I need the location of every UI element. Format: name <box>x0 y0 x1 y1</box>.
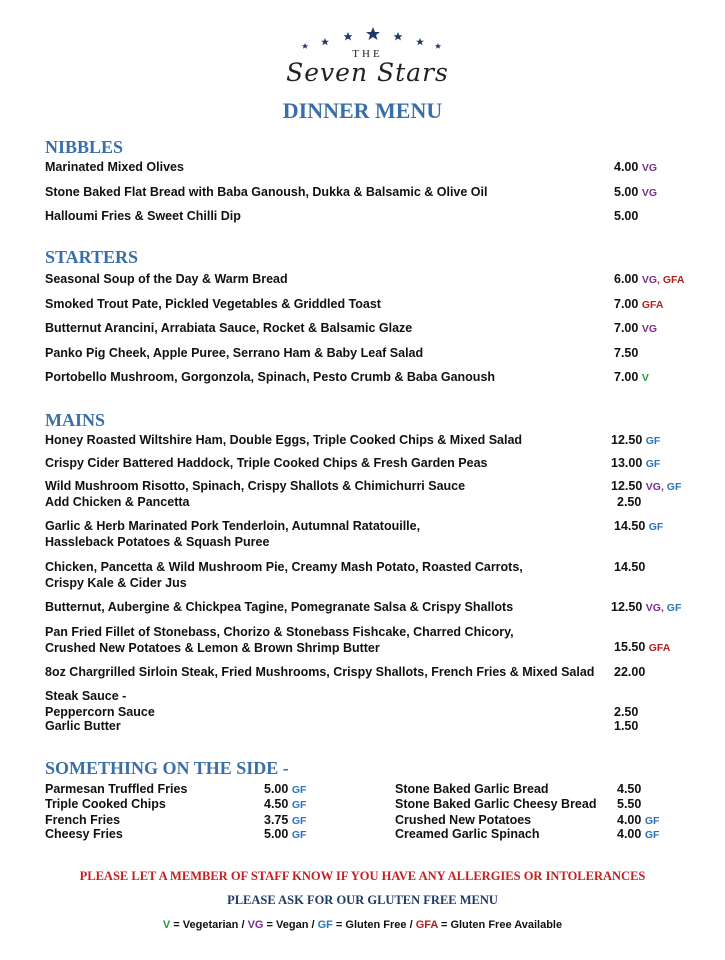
side-price: 4.00 GF <box>617 827 660 841</box>
diet-tag: GF <box>644 829 660 841</box>
menu-item-price: 13.00 GF <box>611 456 661 470</box>
diet-tag: VG <box>641 162 657 174</box>
menu-item-price: 14.50 <box>614 560 646 574</box>
menu-item: Honey Roasted Wiltshire Ham, Double Eggs, Triple Cooked Chips & Mixed Salad <box>45 433 523 447</box>
page-title: DINNER MENU <box>282 98 443 123</box>
menu-item: Chicken, Pancetta & Wild Mushroom Pie, Creamy Mash Potato, Roasted Carrots, <box>45 560 523 574</box>
seven-stars-logo <box>270 26 465 86</box>
menu-item: Marinated Mixed Olives <box>45 160 184 174</box>
side-price: 4.50 <box>617 782 642 796</box>
legend-gfa: GFA <box>415 919 438 931</box>
legend-v-text: = Vegetarian / <box>170 919 248 931</box>
diet-tag: GF <box>644 815 660 827</box>
menu-item: Garlic & Herb Marinated Pork Tenderloin, Autumnal Ratatouille, <box>45 519 421 533</box>
sauce-price: 1.50 <box>614 719 639 733</box>
diet-tag: GF <box>666 481 682 493</box>
menu-item: Panko Pig Cheek, Apple Puree, Serrano Ham & Baby Leaf Salad <box>45 346 424 360</box>
diet-tag: GFA <box>662 274 685 286</box>
legend-gf-text: = Gluten Free / <box>332 919 416 931</box>
menu-item: Seasonal Soup of the Day & Warm Bread <box>45 272 288 286</box>
side-price: 3.75 GF <box>264 813 307 827</box>
diet-tag: GF <box>291 799 307 811</box>
menu-item: Pan Fried Fillet of Stonebass, Chorizo & Stonebass Fishcake, Charred Chicory, <box>45 625 514 639</box>
legend-gfa-text: = Gluten Free Available <box>437 919 563 931</box>
section-heading-nibbles: NIBBLES <box>45 137 124 157</box>
diet-tag: GF <box>648 521 664 533</box>
diet-tag: VG <box>645 481 661 493</box>
side-item: Stone Baked Garlic Cheesy Bread <box>395 797 597 811</box>
diet-tag: VG <box>641 274 657 286</box>
side-item: Creamed Garlic Spinach <box>395 827 540 841</box>
legend-v: V <box>162 919 171 931</box>
menu-item-line2: Crushed New Potatoes & Lemon & Brown Shrimp Butter <box>45 641 380 655</box>
menu-item: Halloumi Fries & Sweet Chilli Dip <box>45 209 241 223</box>
menu-item-price: 14.50 GF <box>614 519 664 533</box>
sauce-item: Peppercorn Sauce <box>45 705 155 719</box>
menu-item: Butternut Arancini, Arrabiata Sauce, Rocket & Balsamic Glaze <box>45 321 413 335</box>
stars-icon <box>270 26 465 50</box>
menu-item: Smoked Trout Pate, Pickled Vegetables & Griddled Toast <box>45 297 381 311</box>
legend-vg-text: = Vegan / <box>263 919 318 931</box>
section-heading-starters: STARTERS <box>45 247 139 267</box>
diet-tag: GF <box>291 815 307 827</box>
menu-item-line2: Crispy Kale & Cider Jus <box>45 576 187 590</box>
menu-item: Butternut, Aubergine & Chickpea Tagine, Pomegranate Salsa & Crispy Shallots <box>45 600 514 614</box>
side-price: 5.00 GF <box>264 782 307 796</box>
menu-item-price: 15.50 GFA <box>614 640 671 654</box>
menu-item: 8oz Chargrilled Sirloin Steak, Fried Mushrooms, Crispy Shallots, French Fries & Mixed Salad <box>45 665 595 679</box>
diet-tag: V <box>641 372 649 384</box>
diet-tag: VG <box>641 323 657 335</box>
menu-item-line2: Hassleback Potatoes & Squash Puree <box>45 535 270 549</box>
diet-tag: GF <box>666 602 682 614</box>
side-price: 4.00 GF <box>617 813 660 827</box>
diet-legend <box>0 919 725 931</box>
sauce-heading: Steak Sauce - <box>45 689 127 703</box>
menu-item-price: 7.00 GFA <box>614 297 664 311</box>
diet-tag: GF <box>291 829 307 841</box>
side-item: Parmesan Truffled Fries <box>45 782 188 796</box>
menu-item-price: 7.00 VG <box>614 321 657 335</box>
diet-tag: VG <box>641 187 657 199</box>
diet-tag: GF <box>291 784 307 796</box>
section-heading-sides: SOMETHING ON THE SIDE - <box>45 758 289 778</box>
side-item: Triple Cooked Chips <box>45 797 166 811</box>
side-item: Crushed New Potatoes <box>395 813 532 827</box>
menu-item-price: 6.00 VG, GFA <box>614 272 685 286</box>
side-item: Cheesy Fries <box>45 827 123 841</box>
menu-item-price: 4.00 VG <box>614 160 657 174</box>
menu-item-price: 22.00 <box>614 665 646 679</box>
legend-vg: VG <box>247 919 264 931</box>
side-price: 5.50 <box>617 797 642 811</box>
diet-tag: GFA <box>641 299 664 311</box>
tag-separator: , <box>660 602 667 614</box>
menu-item-price: 7.00 V <box>614 370 649 384</box>
allergy-notice: PLEASE LET A MEMBER OF STAFF KNOW IF YOU HAVE ANY ALLERGIES OR INTOLERANCES <box>79 869 646 883</box>
tag-separator: , <box>657 274 663 286</box>
side-price: 4.50 GF <box>264 797 307 811</box>
legend-gf: GF <box>317 919 333 931</box>
sauce-price: 2.50 <box>614 705 639 719</box>
menu-item-price: 7.50 <box>614 346 639 360</box>
menu-item-price: 5.00 <box>614 209 639 223</box>
gluten-free-notice: PLEASE ASK FOR OUR GLUTEN FREE MENU <box>227 893 498 907</box>
menu-item-price: 2.50 <box>617 495 642 509</box>
diet-tag: GF <box>645 435 661 447</box>
menu-item: Stone Baked Flat Bread with Baba Ganoush, Dukka & Balsamic & Olive Oil <box>45 185 488 199</box>
sauce-item: Garlic Butter <box>45 719 121 733</box>
diet-tag: VG <box>645 602 661 614</box>
menu-item: Crispy Cider Battered Haddock, Triple Cooked Chips & Fresh Garden Peas <box>45 456 488 470</box>
menu-item: Portobello Mushroom, Gorgonzola, Spinach, Pesto Crumb & Baba Ganoush <box>45 370 496 384</box>
menu-item-price: 12.50 VG, GF <box>611 600 682 614</box>
logo-name: Seven Stars <box>286 58 449 87</box>
menu-item: Add Chicken & Pancetta <box>45 495 190 509</box>
diet-tag: GF <box>645 458 661 470</box>
logo-the: THE <box>352 48 383 60</box>
diet-tag: GFA <box>648 642 671 654</box>
section-heading-mains: MAINS <box>45 410 106 430</box>
side-item: Stone Baked Garlic Bread <box>395 782 549 796</box>
side-item: French Fries <box>45 813 121 827</box>
menu-item-price: 5.00 VG <box>614 185 657 199</box>
side-price: 5.00 GF <box>264 827 307 841</box>
tag-separator: , <box>660 481 667 493</box>
menu-item-price: 12.50 GF <box>611 433 661 447</box>
menu-item: Wild Mushroom Risotto, Spinach, Crispy Shallots & Chimichurri Sauce <box>45 479 466 493</box>
menu-item-price: 12.50 VG, GF <box>611 479 682 493</box>
